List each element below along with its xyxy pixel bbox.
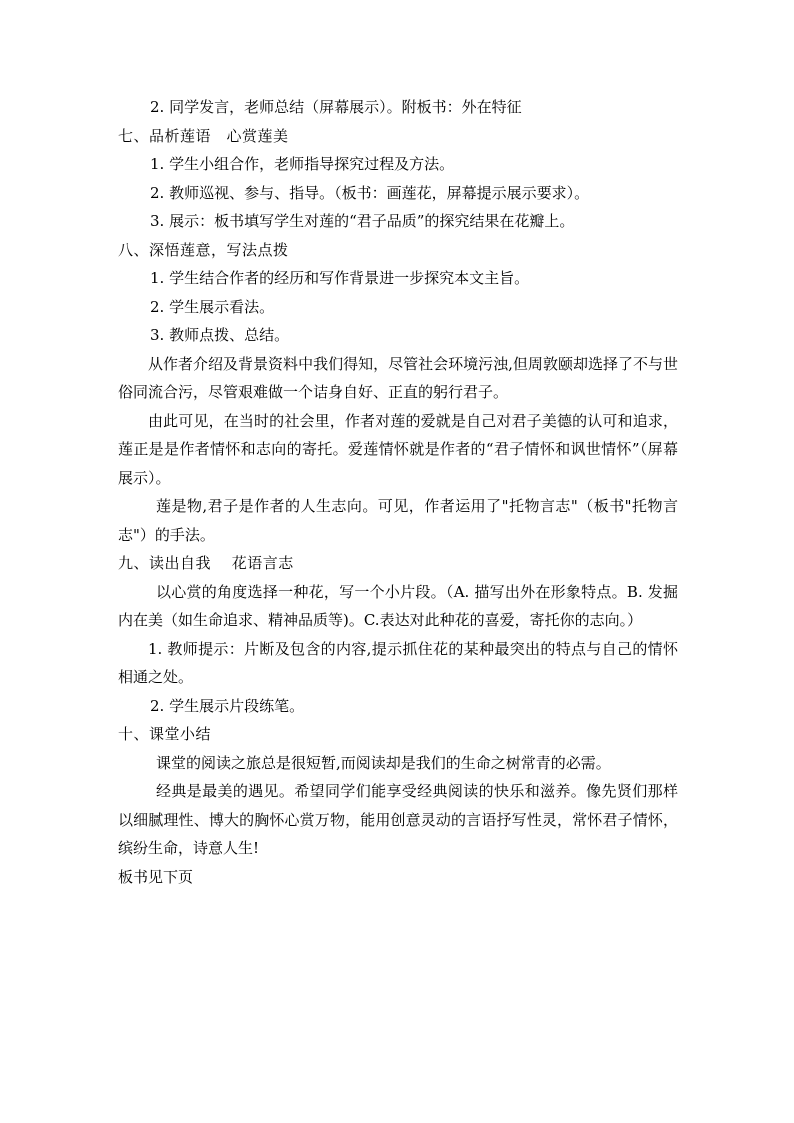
step-line: 2. 同学发言，老师总结（屏幕展示）。附板书：外在特征 — [150, 98, 522, 116]
paragraph: 以心赏的角度选择一种花，写一个小片段。（A. 描写出外在形象特点。B. 发掘内在美（如生命追求、精神品质等)。C.表达对此种花的喜爱，寄托你的志向。） — [118, 582, 678, 629]
paragraph: 莲是物,君子是作者的人生志向。可见，作者运用了"托物言志"（板书"托物言志"）的手法。 — [118, 497, 678, 544]
section-heading-9: 九、读出自我 花语言志 — [118, 554, 294, 572]
step-line: 2. 教师巡视、参与、指导。（板书：画莲花，屏幕提示展示要求）。 — [150, 183, 590, 202]
section-heading-7: 七、品析莲语 心赏莲美 — [118, 126, 289, 145]
closing-note: 板书见下页 — [118, 867, 194, 886]
paragraph: 课堂的阅读之旅总是很短暂,而阅读却是我们的生命之树常青的必需。 — [156, 753, 611, 772]
step-line: 2. 学生展示片段练笔。 — [150, 696, 305, 715]
paragraph: 从作者介绍及背景资料中我们得知，尽管社会环境污浊,但周敦颐却选择了不与世俗同流合污，尽管艰难做一个诘身自好、正直的躬行君子。 — [118, 354, 678, 401]
section-heading-8: 八、深悟莲意，写法点拨 — [118, 240, 289, 259]
paragraph: 经典是最美的遇见。希望同学们能享受经典阅读的快乐和滋养。像先贤们那样以细腻理性、博大的胸怀心赏万物，能用创意灵动的言语抒写性灵，常怀君子情怀，缤纷生命，诗意人生! — [118, 782, 678, 857]
step-line: 1. 学生结合作者的经历和写作背景进一步探究本文主旨。 — [150, 269, 530, 287]
step-line: 3. 展示：板书填写学生对莲的“君子品质”的探究结果在花瓣上。 — [150, 212, 575, 230]
step-line: 2. 学生展示看法。 — [150, 297, 275, 316]
section-heading-10: 十、课堂小结 — [118, 725, 212, 743]
step-line: 3. 教师点拨、总结。 — [150, 326, 290, 344]
document-body — [118, 93, 678, 891]
paragraph: 1. 教师提示：片断及包含的内容,提示抓住花的某种最突出的特点与自己的情怀相通之处。 — [118, 639, 678, 686]
step-line: 1. 学生小组合作，老师指导探究过程及方法。 — [150, 155, 455, 173]
paragraph: 由此可见，在当时的社会里，作者对莲的爱就是自己对君子美德的认可和追求，莲正是是作者情怀和志向的寄托。爱莲情怀就是作者的“君子情怀和讽世情怀”（屏幕展示）。 — [118, 411, 678, 487]
